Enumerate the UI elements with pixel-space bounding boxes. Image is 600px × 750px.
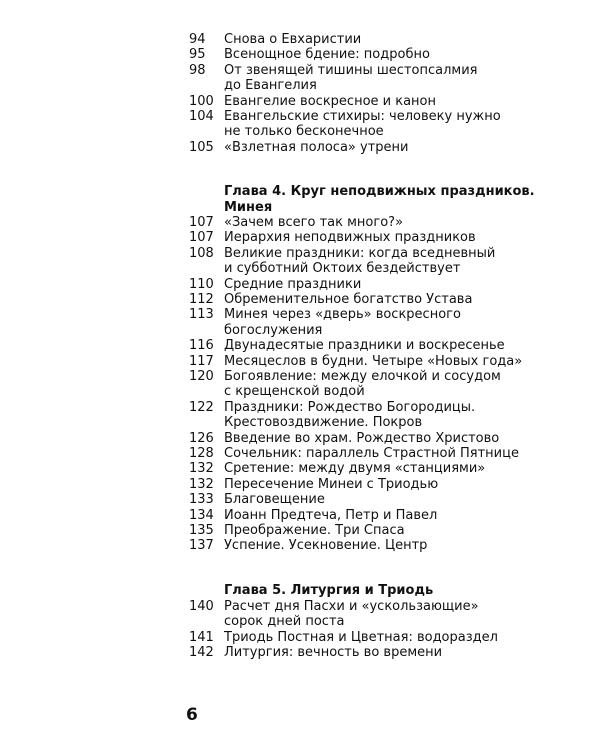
toc-entry-title: Введение во храм. Рождество Христово <box>224 430 500 446</box>
toc-entry-title: Обременительное богатство Устава <box>224 292 473 307</box>
toc-entry-title: Триодь Постная и Цветная: водораздел <box>224 629 498 645</box>
toc-entry-page: 117 <box>189 353 214 369</box>
toc-entry-title: Евангельские стихиры: человеку нужно <box>224 109 501 124</box>
toc-entry-title: Снова о Евхаристии <box>224 32 362 47</box>
toc-entry-page: 116 <box>189 338 214 354</box>
toc-entry-title: Праздники: Рождество Богородицы. <box>224 399 476 415</box>
toc-entry-title: Иоанн Предтеча, Петр и Павел <box>224 507 438 523</box>
toc-entry-page: 113 <box>189 307 214 323</box>
toc-entry-title: «Взлетная полоса» утрени <box>224 139 409 155</box>
toc-entry-title: сорок дней поста <box>224 614 345 630</box>
toc-entry-page: 98 <box>189 62 206 78</box>
toc-entry-page: 140 <box>189 599 214 614</box>
toc-entry-page: 142 <box>189 645 214 661</box>
toc-entry-title: Великие праздники: когда вседневный <box>224 245 496 261</box>
toc-entry-title: Евангелие воскресное и канон <box>224 93 437 109</box>
toc-entry-title: Крестовоздвижение. Покров <box>224 415 423 431</box>
chapter-5-title-line-1: Глава 5. Литургия и Триодь <box>224 583 434 598</box>
toc-entry-page: 105 <box>189 139 214 155</box>
chapter-4-title-line-1: Глава 4. Круг неподвижных праздников. <box>224 184 535 199</box>
toc-entry-title: богослужения <box>224 322 323 338</box>
toc-entry-title: Благовещение <box>224 492 325 508</box>
toc-entry-page: 100 <box>189 93 214 109</box>
toc-entry-page: 132 <box>189 476 214 492</box>
toc-entry-title: Расчет дня Пасхи и «ускользающие» <box>224 599 479 614</box>
toc-entry-title: Литургия: вечность во времени <box>224 645 443 661</box>
toc-entry-title: Преображение. Три Спаса <box>224 523 405 538</box>
toc-entry-page: 104 <box>189 109 214 124</box>
toc-entry-page: 112 <box>189 292 214 307</box>
toc-entry-page: 133 <box>189 492 214 508</box>
toc-entry-title: Успение. Усекновение. Центр <box>224 538 428 554</box>
toc-entry-page: 107 <box>189 230 214 246</box>
toc-entry-title: Минея через «дверь» воскресного <box>224 307 461 323</box>
toc-entry-title: Всенощное бдение: подробно <box>224 47 430 63</box>
toc-entry-page: 137 <box>189 538 214 554</box>
toc-entry-page: 132 <box>189 461 214 477</box>
toc-entry-title: Двунадесятые праздники и воскресенье <box>224 338 505 354</box>
toc-entry-page: 110 <box>189 276 214 292</box>
chapter-4-heading <box>224 184 535 216</box>
toc-entry-title: От звенящей тишины шестопсалмия <box>224 62 478 78</box>
toc-entry-page: 120 <box>189 369 214 384</box>
toc-entry-title: «Зачем всего так много?» <box>224 215 404 230</box>
toc-entry-title: Месяцеслов в будни. Четыре «Новых года» <box>224 353 523 369</box>
toc-entry-title: Иерархия неподвижных праздников <box>224 230 476 246</box>
toc-entry-title: и субботний Октоих бездействует <box>224 261 461 277</box>
toc-entry-page: 141 <box>189 629 214 645</box>
toc-entry-title: Пересечение Минеи с Триодью <box>224 476 439 492</box>
page-number: 6 <box>186 705 198 725</box>
toc-entry-title: до Евангелия <box>224 78 317 94</box>
chapter-5-heading <box>224 583 433 599</box>
toc-entry-page: 107 <box>189 215 214 230</box>
toc-entry-page: 135 <box>189 523 214 538</box>
toc-entry-page: 126 <box>189 430 214 446</box>
toc-entry-page: 108 <box>189 245 214 261</box>
toc-entry-title: Сочельник: параллель Страстной Пятнице <box>224 446 519 461</box>
toc-entry-page: 95 <box>189 47 206 63</box>
chapter-4-title-line-2: Минея <box>224 200 273 215</box>
toc-entry-title: Сретение: между двумя «станциями» <box>224 461 486 477</box>
toc-entry-title: с крещенской водой <box>224 384 365 400</box>
toc-entry-title: Богоявление: между елочкой и сосудом <box>224 369 501 384</box>
toc-entry-page: 134 <box>189 507 214 523</box>
toc-entry-page: 128 <box>189 446 214 461</box>
toc-entry-page: 94 <box>189 32 206 47</box>
toc-entry-title: не только бесконечное <box>224 124 384 140</box>
toc-entry-title: Средние праздники <box>224 276 362 292</box>
toc-entry-page: 122 <box>189 399 214 415</box>
